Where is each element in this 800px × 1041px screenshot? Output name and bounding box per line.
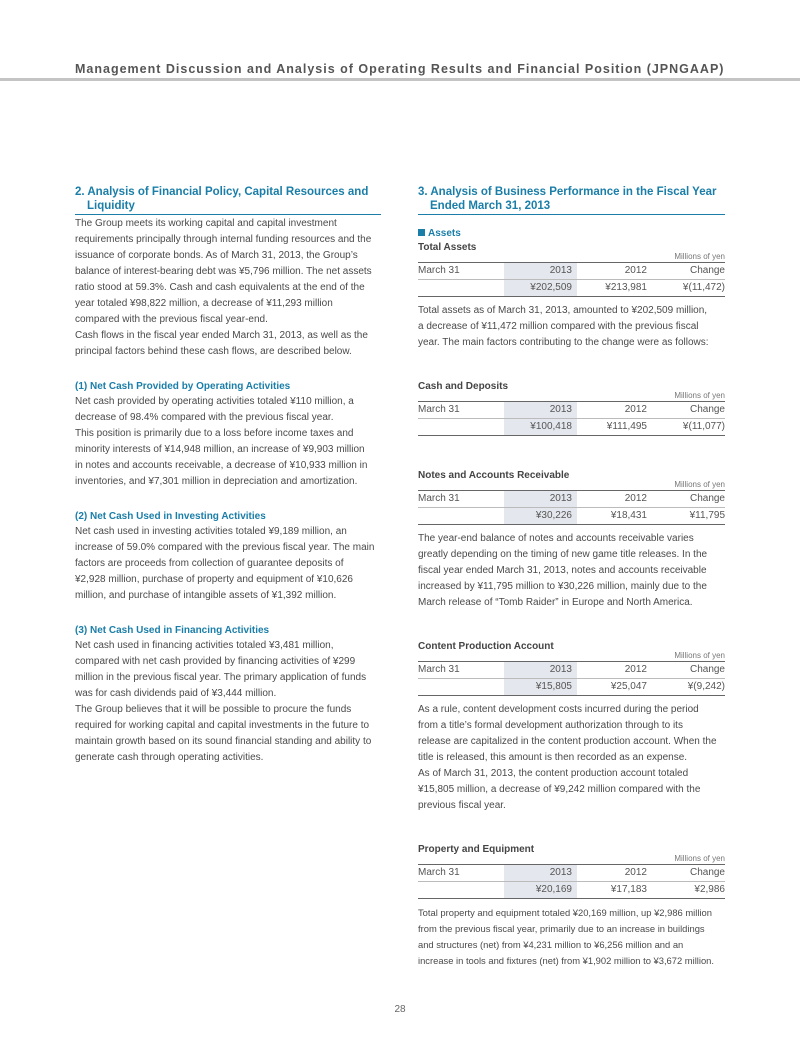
table-unit: Millions of yen [674, 651, 725, 660]
table-unit: Millions of yen [674, 854, 725, 863]
page-number: 28 [394, 1004, 406, 1015]
property-equipment-text: Total property and equipment totaled ¥20,169 million, up ¥2,986 million from the previous fiscal year, primarily due to an increase in buildings and structures (net) from ¥4,231 million to ¥6,256 million and an increase in tools and fixtures (net) from ¥1,902 million to ¥3,672 million. [418, 907, 714, 966]
table-title: Total Assets [418, 242, 477, 253]
table-title: Cash and Deposits [418, 381, 509, 392]
investing-activities-heading: (2) Net Cash Used in Investing Activities [75, 511, 266, 522]
header-divider [0, 78, 800, 81]
total-assets-text: Total assets as of March 31, 2013, amounted to ¥202,509 million, a decrease of ¥11,472 million compared with the previous fiscal year. The main factors contributing to the change were as follows: [418, 305, 709, 348]
table-header-row: March 31 2013 2012 Change [418, 263, 725, 280]
operating-activities-heading: (1) Net Cash Provided by Operating Activities [75, 381, 291, 392]
table-title: Notes and Accounts Receivable [418, 470, 570, 481]
receivable-text: The year-end balance of notes and accounts receivable varies greatly depending on the timing of new game title releases. In the fiscal year ended March 31, 2013, notes and accounts receivable increased by ¥11,795 million to ¥30,226 million, mainly due to the March release of “Tomb Raider” in Europe and North America. [418, 533, 708, 608]
table-row: ¥15,805 ¥25,047 ¥(9,242) [418, 679, 725, 696]
liquidity-intro: The Group meets its working capital and capital investment requirements principally through internal funding resources and the issuance of corporate bonds. As of March 31, 2013, the Group’s balance of interest-bearing debt was ¥5,796 million. The net assets ratio stood at 59.3%. Cash and cash equivalents at the end of the year totaled ¥98,822 million, a decrease of ¥11,293 million compared with the previous fiscal year-end. Cash flows in the fiscal year ended March 31, 2013, as well as the principal factors behind these cash flows, are described below. [75, 218, 372, 357]
section-2-title [75, 185, 381, 215]
assets-label: Assets [418, 227, 725, 241]
table-header-row: March 31 2013 2012 Change [418, 491, 725, 508]
receivable-table [418, 490, 725, 525]
left-column [75, 185, 381, 766]
table-row: ¥30,226 ¥18,431 ¥11,795 [418, 508, 725, 525]
section-3-title [418, 185, 725, 215]
table-unit: Millions of yen [674, 391, 725, 400]
content-production-table [418, 661, 725, 696]
cash-deposits-block [418, 380, 725, 436]
table-unit: Millions of yen [674, 252, 725, 261]
total-assets-block [418, 241, 725, 351]
section-3-title-line2: Ended March 31, 2013 [430, 200, 551, 212]
property-equipment-block [418, 843, 725, 969]
cash-deposits-table [418, 401, 725, 436]
investing-activities-text: Net cash used in investing activities totaled ¥9,189 million, an increase of 59.0% compared with the previous fiscal year. The main factors are proceeds from collection of guarantee deposits of ¥2,928 million, purchase of property and equipment of ¥10,626 million, and purchase of intangible assets of ¥1,392 million. [75, 526, 375, 601]
total-assets-table [418, 262, 725, 297]
financing-activities-text: Net cash used in financing activities totaled ¥3,481 million, compared with net cash provided by financing activities of ¥299 million in the previous fiscal year. The primary application of funds was for cash dividends paid of ¥3,444 million. The Group believes that it will be possible to procure the funds required for working capital and capital investments in the future to maintain growth based on its sound financial standing and ability to generate cash through operating activities. [75, 640, 372, 763]
table-row: ¥20,169 ¥17,183 ¥2,986 [418, 882, 725, 899]
table-row: ¥100,418 ¥111,495 ¥(11,077) [418, 419, 725, 436]
financing-activities-heading: (3) Net Cash Used in Financing Activities [75, 625, 270, 636]
content-production-text: As a rule, content development costs incurred during the period from a title’s formal development authorization through to its release are capitalized in the content production account. When the title is released, this amount is then recorded as an expense. As of March 31, 2013, the content production account totaled ¥15,805 million, a decrease of ¥9,242 million compared with the previous fiscal year. [418, 704, 717, 811]
page-header-title: Management Discussion and Analysis of Operating Results and Financial Position (JPNGAAP) [75, 62, 725, 76]
table-title: Property and Equipment [418, 844, 535, 855]
section-2-title-line1: 2. Analysis of Financial Policy, Capital Resources and [75, 186, 369, 198]
section-3-title-line1: 3. Analysis of Business Performance in the Fiscal Year [418, 186, 717, 198]
table-header-row: March 31 2013 2012 Change [418, 865, 725, 882]
table-unit: Millions of yen [674, 480, 725, 489]
content-production-block [418, 640, 725, 814]
property-equipment-table [418, 864, 725, 899]
operating-activities-text: Net cash provided by operating activities totaled ¥110 million, a decrease of 98.4% compared with the previous fiscal year. This position is primarily due to a loss before income taxes and minority interests of ¥14,948 million, an increase of ¥9,903 million in notes and accounts receivable, a decrease of ¥10,933 million in inventories, and ¥7,301 million in depreciation and amortization. [75, 396, 368, 487]
section-2-title-line2: Liquidity [87, 200, 135, 212]
table-row: ¥202,509 ¥213,981 ¥(11,472) [418, 280, 725, 297]
table-title: Content Production Account [418, 641, 554, 652]
table-header-row: March 31 2013 2012 Change [418, 402, 725, 419]
table-header-row: March 31 2013 2012 Change [418, 662, 725, 679]
square-bullet-icon [418, 229, 425, 236]
receivable-block [418, 469, 725, 611]
right-column [418, 185, 725, 969]
